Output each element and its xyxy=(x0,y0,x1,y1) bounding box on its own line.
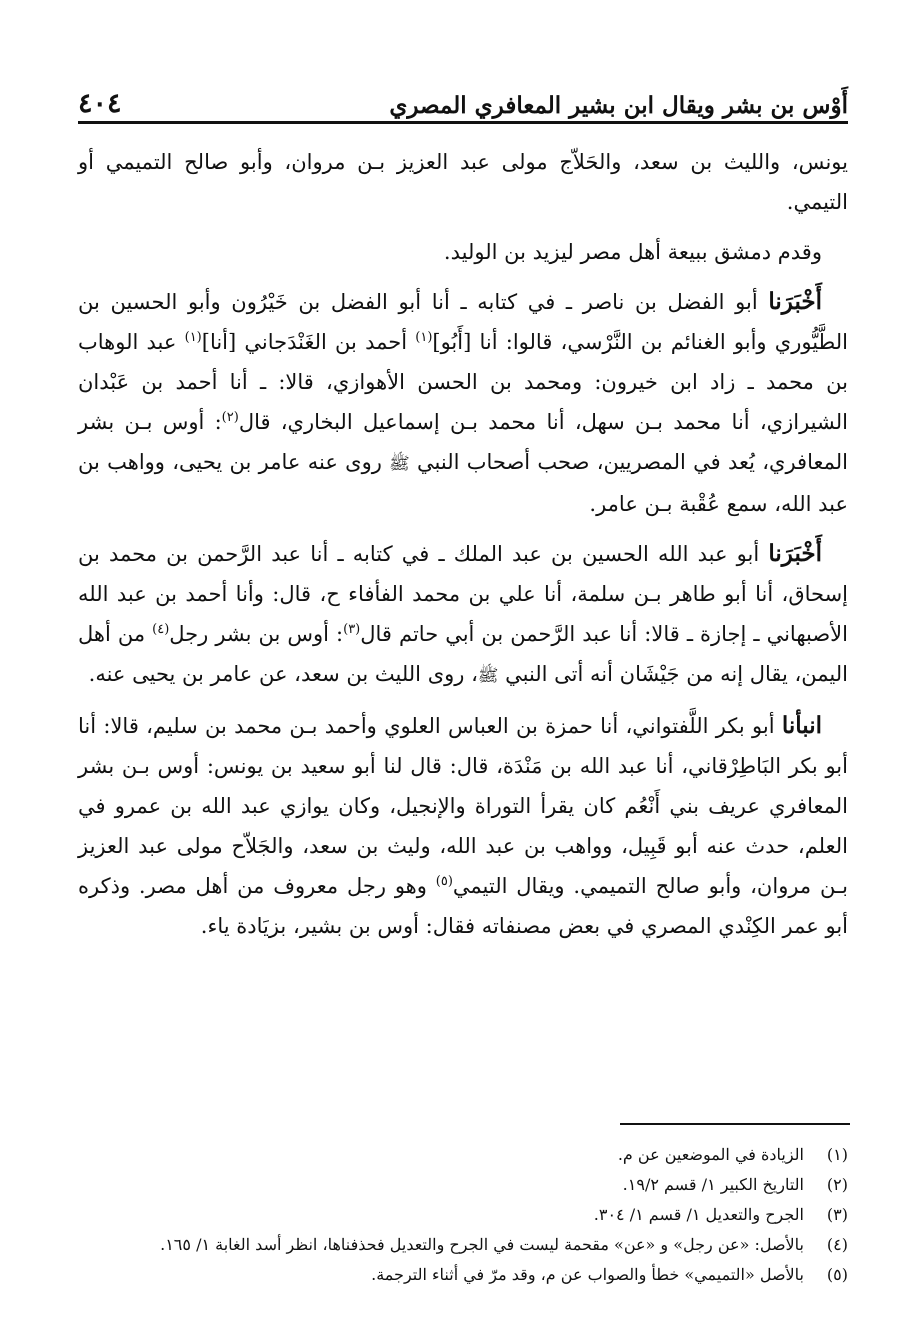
paragraph-lead-word: انبأنا xyxy=(781,712,822,739)
footnote-number: (٥) xyxy=(826,1265,848,1284)
paragraph-text: وهو رجل معروف من أهل مصر. وذكره أبو عمر الكِنْدي المصري في بعض مصنفاته فقال: أوس بن بشير، بزيَادة ياء. xyxy=(78,874,848,938)
honorific-glyph: ﷺ xyxy=(477,666,499,686)
footnote-item xyxy=(78,1200,848,1230)
footnote-number: (٣) xyxy=(826,1205,848,1224)
paragraph-3 xyxy=(78,282,848,524)
paragraph-text: أبو الفضل بن ناصر ـ في كتابه ـ أنا أبو الفضل بن خَيْرُون وأبو الحسين بن الطَّيُّوري وأبو الغنائم بن النَّرْسي، قالوا: أنا [أَبُو] xyxy=(78,290,848,354)
paragraph-text: أبو عبد الله الحسين بن عبد الملك ـ في كتابه ـ أنا عبد الرَّحمن بن محمد بن إسحاق، أنا أبو طاهر بـن سلمة، أنا علي بن محمد الفأفاء ح، قال: وأنا أحمد بن عبد الله الأصبهاني ـ إجازة ـ قالا: أنا عبد الرَّحمن بن أبي حاتم قال xyxy=(78,542,848,646)
footnote-text: التاريخ الكبير ١/ قسم ١٩/٢. xyxy=(622,1175,804,1194)
paragraph-text: روى عنه عامر بن يحيى، وواهب بن عبد الله، سمع عُقْبة بـن عامر. xyxy=(78,450,848,516)
footnote-ref[interactable]: (٤) xyxy=(152,622,170,637)
paragraph-text: من أهل اليمن، يقال إنه من جَيْشَان أنه أتى النبي xyxy=(78,622,848,686)
paragraph-lead-word: أَخْبَرَنا xyxy=(768,288,822,315)
footnotes xyxy=(78,1140,848,1290)
footnote-divider xyxy=(620,1123,850,1125)
footnote-number: (١) xyxy=(826,1145,848,1164)
paragraph-text: أحمد بن الغَنْدَجاني [أنا] xyxy=(201,330,416,354)
paragraph-4 xyxy=(78,534,848,696)
paragraph-1: يونس، والليث بن سعد، والحَلاّج مولى عبد العزيز بـن مروان، وأبو صالح التميمي أو التيمي. xyxy=(78,150,848,214)
paragraph-text: ، روى الليث بن سعد، عن عامر بن يحيى عنه. xyxy=(88,662,478,686)
footnote-ref[interactable]: (١) xyxy=(184,330,202,345)
paragraph-text: : أوس بن بشر رجل xyxy=(169,622,344,646)
footnote-item xyxy=(78,1230,848,1260)
page-number: ٤٠٤ xyxy=(78,88,122,119)
main-text xyxy=(78,142,848,956)
footnote-number: (٢) xyxy=(826,1175,848,1194)
footnote-text: بالأصل: «عن رجل» و «عن» مقحمة ليست في الجرح والتعديل فحذفناها، انظر أسد الغابة ١/ ١٦٥. xyxy=(160,1235,804,1254)
footnote-ref[interactable]: (٥) xyxy=(435,874,453,889)
footnote-ref[interactable]: (٢) xyxy=(221,410,239,425)
footnote-item xyxy=(78,1140,848,1170)
running-title: أَوْس بن بشر ويقال ابن بشير المعافري المصري xyxy=(389,92,848,119)
paragraph-text: عبد الوهاب بن محمد ـ زاد ابن خيرون: ومحمد بن الحسن الأهوازي، قالا: ـ أنا أحمد بن عَبْدان الشيرازي، أنا محمد بـن سهل، أنا محمد بـن إسماعيل البخاري، قال xyxy=(78,330,848,434)
footnote-item xyxy=(78,1260,848,1290)
honorific-glyph: ﷺ xyxy=(389,454,410,474)
page-header xyxy=(78,78,848,124)
paragraph-2: وقدم دمشق ببيعة أهل مصر ليزيد بن الوليد. xyxy=(443,240,822,264)
footnote-ref[interactable]: (١) xyxy=(415,330,433,345)
paragraph-text: : أوس بـن بشر المعافري، يُعد في المصريين، صحب أصحاب النبي xyxy=(78,410,848,474)
footnote-text: الزيادة في الموضعين عن م. xyxy=(617,1145,804,1164)
footnote-text: بالأصل «التميمي» خطأ والصواب عن م، وقد مرّ في أثناء الترجمة. xyxy=(371,1265,804,1284)
paragraph-lead-word: أَخْبَرَنا xyxy=(768,540,822,567)
footnote-ref[interactable]: (٣) xyxy=(343,622,361,637)
paragraph-5 xyxy=(78,706,848,946)
footnote-item xyxy=(78,1170,848,1200)
footnote-number: (٤) xyxy=(826,1235,848,1254)
paragraph-text: أبو بكر اللَّفتواني، أنا حمزة بن العباس العلوي وأحمد بـن محمد بن سليم، قالا: أنا أبو بكر البَاطِرْقاني، أنا عبد الله بن مَنْدَة، قال: قال لنا أبو سعيد بن يونس: أوس بـن بشر المعافري عريف بني أَنْعُم كان يقرأ التوراة والإنجيل، وكان يوازي عبد الله بن عمرو في العلم، حدث عنه أبو قَبِيل، وواهب بن عبد الله، وليث بن سعد، والجَلاّح مولى عبد العزيز بـن مروان، وأبو صالح التميمي. ويقال التيمي xyxy=(78,714,848,898)
footnote-text: الجرح والتعديل ١/ قسم ١/ ٣٠٤. xyxy=(593,1205,804,1224)
